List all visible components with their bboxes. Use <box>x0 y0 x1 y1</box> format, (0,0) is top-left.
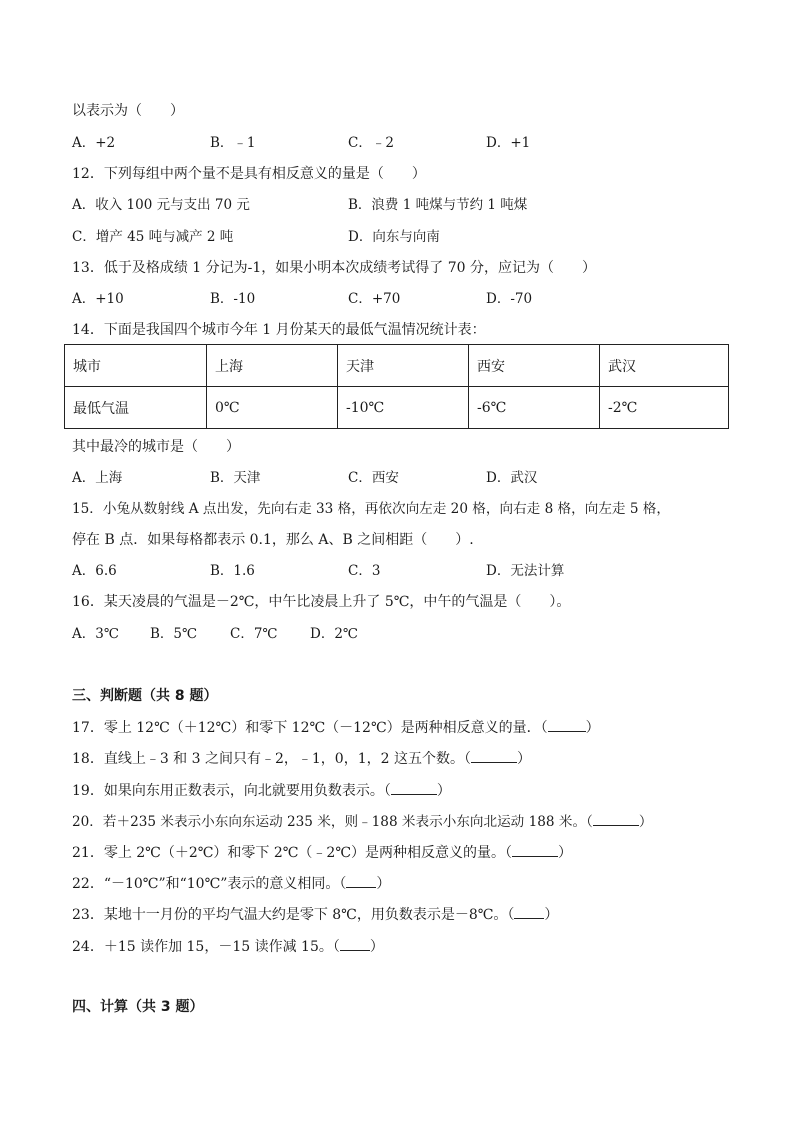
q13-option-a: A．+10 <box>72 291 124 307</box>
q11-option-d: D．+1 <box>486 135 531 151</box>
item-text: 22．“－10℃”和“10℃”表示的意义相同。（ <box>72 876 347 892</box>
table-cell: -10℃ <box>338 387 469 429</box>
q11-option-c: C．﹣2 <box>348 135 394 151</box>
q14-stem: 14．下面是我国四个城市今年 1 月份某天的最低气温情况统计表： <box>72 322 486 338</box>
q11-stem-tail: 以表示为（ ） <box>72 103 184 119</box>
q15-stem-line1: 15．小兔从数射线 A 点出发，先向右走 33 格，再依次向左走 20 格，向右走 8 格，向左走 5 格， <box>72 501 670 517</box>
table-cell: 西安 <box>469 345 600 387</box>
table-cell: 上海 <box>207 345 338 387</box>
table-cell: 城市 <box>65 345 207 387</box>
q13-option-b: B．-10 <box>210 291 256 307</box>
judgment-item-18 <box>72 749 531 768</box>
answer-blank[interactable] <box>391 781 437 795</box>
q11-option-b: B．﹣1 <box>210 135 256 151</box>
q16-option-c: C．7℃ <box>230 626 278 642</box>
q16-option-d: D．2℃ <box>310 626 359 642</box>
answer-blank[interactable] <box>471 749 517 763</box>
table-cell: 武汉 <box>600 345 729 387</box>
q12-option-d: D．向东与向南 <box>348 229 440 245</box>
table-cell: -6℃ <box>469 387 600 429</box>
item-text: 20．若＋235 米表示小东向东运动 235 米，则﹣188 米表示小东向北运动 188 米。（ <box>72 814 593 830</box>
item-end: ） <box>516 751 531 767</box>
q14-option-c: C．西安 <box>348 470 399 486</box>
q13-option-c: C．+70 <box>348 291 401 307</box>
judgment-item-20 <box>72 812 652 831</box>
judgment-item-17 <box>72 718 600 737</box>
item-end: ） <box>376 876 391 892</box>
q14-question: 其中最冷的城市是（ ） <box>72 439 240 455</box>
q15-option-c: C．3 <box>348 563 381 579</box>
q11-option-a: A．+2 <box>72 135 116 151</box>
item-text: 19．如果向东用正数表示，向北就要用负数表示。（ <box>72 783 391 799</box>
q12-option-b: B．浪费 1 吨煤与节约 1 吨煤 <box>348 197 528 213</box>
item-text: 17．零上 12℃（＋12℃）和零下 12℃（－12℃）是两种相反意义的量．（ <box>72 720 548 736</box>
section4-title: 四、计算（共 3 题） <box>72 999 204 1015</box>
q12-option-c: C．增产 45 吨与减产 2 吨 <box>72 229 234 245</box>
q16-option-a: A．3℃ <box>72 626 119 642</box>
q16-stem: 16．某天凌晨的气温是－2℃，中午比凌晨上升了 5℃，中午的气温是（ ）。 <box>72 594 571 610</box>
item-text: 24．＋15 读作加 15，－15 读作减 15。（ <box>72 939 340 955</box>
table-cell: 0℃ <box>207 387 338 429</box>
judgment-item-23 <box>72 905 558 924</box>
item-end: ） <box>585 720 600 736</box>
q14-option-d: D．武汉 <box>486 470 538 486</box>
table-cell: 天津 <box>338 345 469 387</box>
item-text: 23．某地十一月份的平均气温大约是零下 8℃，用负数表示是－8℃。（ <box>72 907 515 923</box>
q12-stem: 12．下列每组中两个量不是具有相反意义的量是（ ） <box>72 166 426 182</box>
section3-title: 三、判断题（共 8 题） <box>72 688 218 704</box>
q14-option-b: B．天津 <box>210 470 261 486</box>
table-row <box>65 345 729 387</box>
item-text: 21．零上 2℃（＋2℃）和零下 2℃（﹣2℃）是两种相反意义的量。（ <box>72 845 512 861</box>
item-end: ） <box>558 845 572 861</box>
judgment-item-19 <box>72 781 451 800</box>
table-row <box>65 387 729 429</box>
q15-stem-line2: 停在 B 点．如果每格都表示 0.1，那么 A、B 之间相距（ ）. <box>72 532 474 548</box>
judgment-item-22 <box>72 874 390 893</box>
item-end: ） <box>544 907 559 923</box>
temperature-table <box>64 344 729 429</box>
table-cell: -2℃ <box>600 387 729 429</box>
item-end: ） <box>436 783 451 799</box>
judgment-item-21 <box>72 843 572 862</box>
answer-blank[interactable] <box>346 874 376 888</box>
answer-blank[interactable] <box>548 718 586 732</box>
q14-option-a: A．上海 <box>72 470 123 486</box>
item-end: ） <box>369 939 384 955</box>
q15-option-b: B．1.6 <box>210 563 255 579</box>
q15-option-d: D．无法计算 <box>486 563 565 579</box>
q13-option-d: D．-70 <box>486 291 533 307</box>
judgment-item-24 <box>72 937 384 956</box>
q16-option-b: B．5℃ <box>150 626 198 642</box>
q12-option-a: A．收入 100 元与支出 70 元 <box>72 197 250 213</box>
answer-blank[interactable] <box>340 937 370 951</box>
answer-blank[interactable] <box>593 812 639 826</box>
item-text: 18．直线上﹣3 和 3 之间只有﹣2，﹣1，0，1，2 这五个数。（ <box>72 751 471 767</box>
q15-option-a: A．6.6 <box>72 563 117 579</box>
item-end: ） <box>638 814 653 830</box>
answer-blank[interactable] <box>514 905 544 919</box>
answer-blank[interactable] <box>512 843 558 857</box>
table-cell: 最低气温 <box>65 387 207 429</box>
q13-stem: 13．低于及格成绩 1 分记为-1，如果小明本次成绩考试得了 70 分，应记为（ ） <box>72 260 596 276</box>
